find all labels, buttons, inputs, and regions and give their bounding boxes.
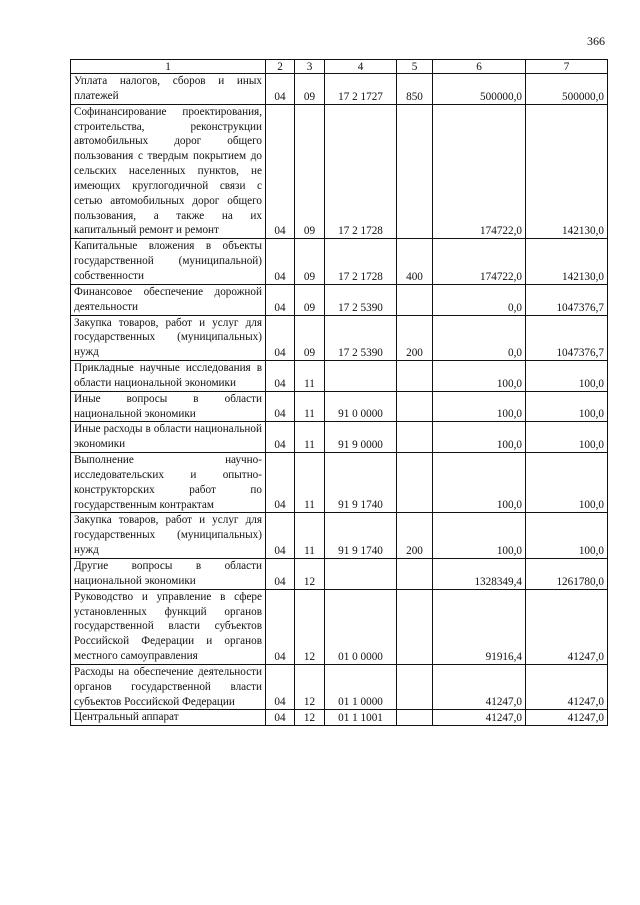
- row-target-article-cell: [325, 361, 397, 392]
- row-amount-year1-cell: 500000,0: [433, 74, 526, 105]
- row-section-cell: 04: [266, 239, 295, 285]
- row-expense-type-cell: [397, 104, 433, 239]
- row-amount-year2-cell: 41247,0: [526, 589, 608, 664]
- row-amount-year1-cell: 1328349,4: [433, 559, 526, 590]
- row-expense-type-cell: [397, 559, 433, 590]
- row-amount-year2-cell: 1261780,0: [526, 559, 608, 590]
- row-section-cell: 04: [266, 664, 295, 710]
- row-section-cell: 04: [266, 589, 295, 664]
- table-row: [71, 74, 608, 105]
- row-section-cell: 04: [266, 361, 295, 392]
- row-subsection-cell: 09: [295, 74, 325, 105]
- row-subsection-cell: 12: [295, 559, 325, 590]
- row-amount-year1-cell: 91916,4: [433, 589, 526, 664]
- row-subsection-cell: 12: [295, 589, 325, 664]
- column-header-1: 1: [71, 60, 266, 74]
- row-subsection-cell: 11: [295, 391, 325, 422]
- row-amount-year2-cell: 100,0: [526, 453, 608, 513]
- row-target-article-cell: 01 0 0000: [325, 589, 397, 664]
- row-amount-year2-cell: 100,0: [526, 513, 608, 559]
- row-target-article-cell: 17 2 1728: [325, 104, 397, 239]
- row-name-cell: Центральный аппарат: [71, 710, 266, 726]
- table-row: [71, 422, 608, 453]
- row-expense-type-cell: [397, 710, 433, 726]
- row-section-cell: 04: [266, 315, 295, 361]
- row-amount-year1-cell: 100,0: [433, 422, 526, 453]
- table-row: [71, 710, 608, 726]
- row-name-cell: Руководство и управление в сфере установленных функций органов государственной власти субъектов Российской Федерации и органов местного самоуправления: [71, 589, 266, 664]
- row-name-cell: Финансовое обеспечение дорожной деятельности: [71, 284, 266, 315]
- row-amount-year2-cell: 100,0: [526, 361, 608, 392]
- table-row: [71, 559, 608, 590]
- row-name-cell: Закупка товаров, работ и услуг для государственных (муниципальных) нужд: [71, 513, 266, 559]
- row-expense-type-cell: [397, 453, 433, 513]
- row-section-cell: 04: [266, 513, 295, 559]
- row-amount-year1-cell: 0,0: [433, 315, 526, 361]
- row-target-article-cell: 91 9 1740: [325, 453, 397, 513]
- row-expense-type-cell: 400: [397, 239, 433, 285]
- row-amount-year2-cell: 41247,0: [526, 710, 608, 726]
- row-expense-type-cell: [397, 361, 433, 392]
- row-section-cell: 04: [266, 391, 295, 422]
- table-row: [71, 391, 608, 422]
- row-expense-type-cell: [397, 664, 433, 710]
- row-subsection-cell: 11: [295, 361, 325, 392]
- row-name-cell: Закупка товаров, работ и услуг для государственных (муниципальных) нужд: [71, 315, 266, 361]
- column-header-5: 5: [397, 60, 433, 74]
- row-name-cell: Прикладные научные исследования в области национальной экономики: [71, 361, 266, 392]
- row-name-cell: Капитальные вложения в объекты государственной (муниципальной) собственности: [71, 239, 266, 285]
- table-row: [71, 664, 608, 710]
- row-section-cell: 04: [266, 453, 295, 513]
- row-expense-type-cell: 200: [397, 513, 433, 559]
- row-amount-year2-cell: 142130,0: [526, 239, 608, 285]
- row-target-article-cell: 91 9 1740: [325, 513, 397, 559]
- page-number: 366: [587, 34, 605, 48]
- row-name-cell: Расходы на обеспечение деятельности органов государственной власти субъектов Российской Федерации: [71, 664, 266, 710]
- row-amount-year1-cell: 100,0: [433, 453, 526, 513]
- row-amount-year2-cell: 142130,0: [526, 104, 608, 239]
- row-amount-year1-cell: 100,0: [433, 361, 526, 392]
- row-subsection-cell: 11: [295, 453, 325, 513]
- row-amount-year1-cell: 100,0: [433, 513, 526, 559]
- row-amount-year2-cell: 100,0: [526, 422, 608, 453]
- row-section-cell: 04: [266, 284, 295, 315]
- table-row: [71, 284, 608, 315]
- column-header-7: 7: [526, 60, 608, 74]
- row-subsection-cell: 12: [295, 664, 325, 710]
- row-amount-year2-cell: 1047376,7: [526, 315, 608, 361]
- row-target-article-cell: 91 9 0000: [325, 422, 397, 453]
- row-name-cell: Уплата налогов, сборов и иных платежей: [71, 74, 266, 105]
- table-row: [71, 104, 608, 239]
- row-subsection-cell: 09: [295, 239, 325, 285]
- row-expense-type-cell: 850: [397, 74, 433, 105]
- row-target-article-cell: 91 0 0000: [325, 391, 397, 422]
- row-amount-year1-cell: 174722,0: [433, 104, 526, 239]
- header-row: [71, 60, 608, 74]
- table-row: [71, 239, 608, 285]
- row-section-cell: 04: [266, 422, 295, 453]
- row-target-article-cell: [325, 559, 397, 590]
- row-amount-year1-cell: 41247,0: [433, 664, 526, 710]
- row-subsection-cell: 09: [295, 284, 325, 315]
- row-target-article-cell: 01 1 1001: [325, 710, 397, 726]
- row-subsection-cell: 12: [295, 710, 325, 726]
- row-subsection-cell: 09: [295, 104, 325, 239]
- row-section-cell: 04: [266, 559, 295, 590]
- row-section-cell: 04: [266, 104, 295, 239]
- row-subsection-cell: 11: [295, 513, 325, 559]
- row-name-cell: Софинансирование проектирования, строительства, реконструкции автомобильных дорог общего пользования с твердым покрытием до сельских населенных пунктов, не имеющих круглогодичной связи с сетью автомобильных дорог общего пользования, а также на их капитальный ремонт и ремонт: [71, 104, 266, 239]
- row-target-article-cell: 17 2 5390: [325, 315, 397, 361]
- row-target-article-cell: 17 2 1727: [325, 74, 397, 105]
- budget-table: [70, 59, 608, 726]
- table-row: [71, 513, 608, 559]
- table-row: [71, 589, 608, 664]
- row-subsection-cell: 11: [295, 422, 325, 453]
- table-row: [71, 361, 608, 392]
- column-header-4: 4: [325, 60, 397, 74]
- table-row: [71, 453, 608, 513]
- row-expense-type-cell: 200: [397, 315, 433, 361]
- column-header-6: 6: [433, 60, 526, 74]
- row-target-article-cell: 17 2 1728: [325, 239, 397, 285]
- row-expense-type-cell: [397, 391, 433, 422]
- row-amount-year1-cell: 174722,0: [433, 239, 526, 285]
- row-name-cell: Выполнение научно-исследовательских и опытно-конструкторских работ по государственным контрактам: [71, 453, 266, 513]
- row-name-cell: Иные расходы в области национальной экономики: [71, 422, 266, 453]
- row-expense-type-cell: [397, 589, 433, 664]
- row-expense-type-cell: [397, 422, 433, 453]
- row-amount-year1-cell: 100,0: [433, 391, 526, 422]
- row-section-cell: 04: [266, 710, 295, 726]
- row-target-article-cell: 01 1 0000: [325, 664, 397, 710]
- row-amount-year2-cell: 41247,0: [526, 664, 608, 710]
- row-section-cell: 04: [266, 74, 295, 105]
- column-header-3: 3: [295, 60, 325, 74]
- row-amount-year1-cell: 0,0: [433, 284, 526, 315]
- column-header-2: 2: [266, 60, 295, 74]
- table-row: [71, 315, 608, 361]
- row-target-article-cell: 17 2 5390: [325, 284, 397, 315]
- row-amount-year1-cell: 41247,0: [433, 710, 526, 726]
- row-subsection-cell: 09: [295, 315, 325, 361]
- row-amount-year2-cell: 500000,0: [526, 74, 608, 105]
- row-expense-type-cell: [397, 284, 433, 315]
- row-amount-year2-cell: 100,0: [526, 391, 608, 422]
- row-amount-year2-cell: 1047376,7: [526, 284, 608, 315]
- row-name-cell: Иные вопросы в области национальной экономики: [71, 391, 266, 422]
- row-name-cell: Другие вопросы в области национальной экономики: [71, 559, 266, 590]
